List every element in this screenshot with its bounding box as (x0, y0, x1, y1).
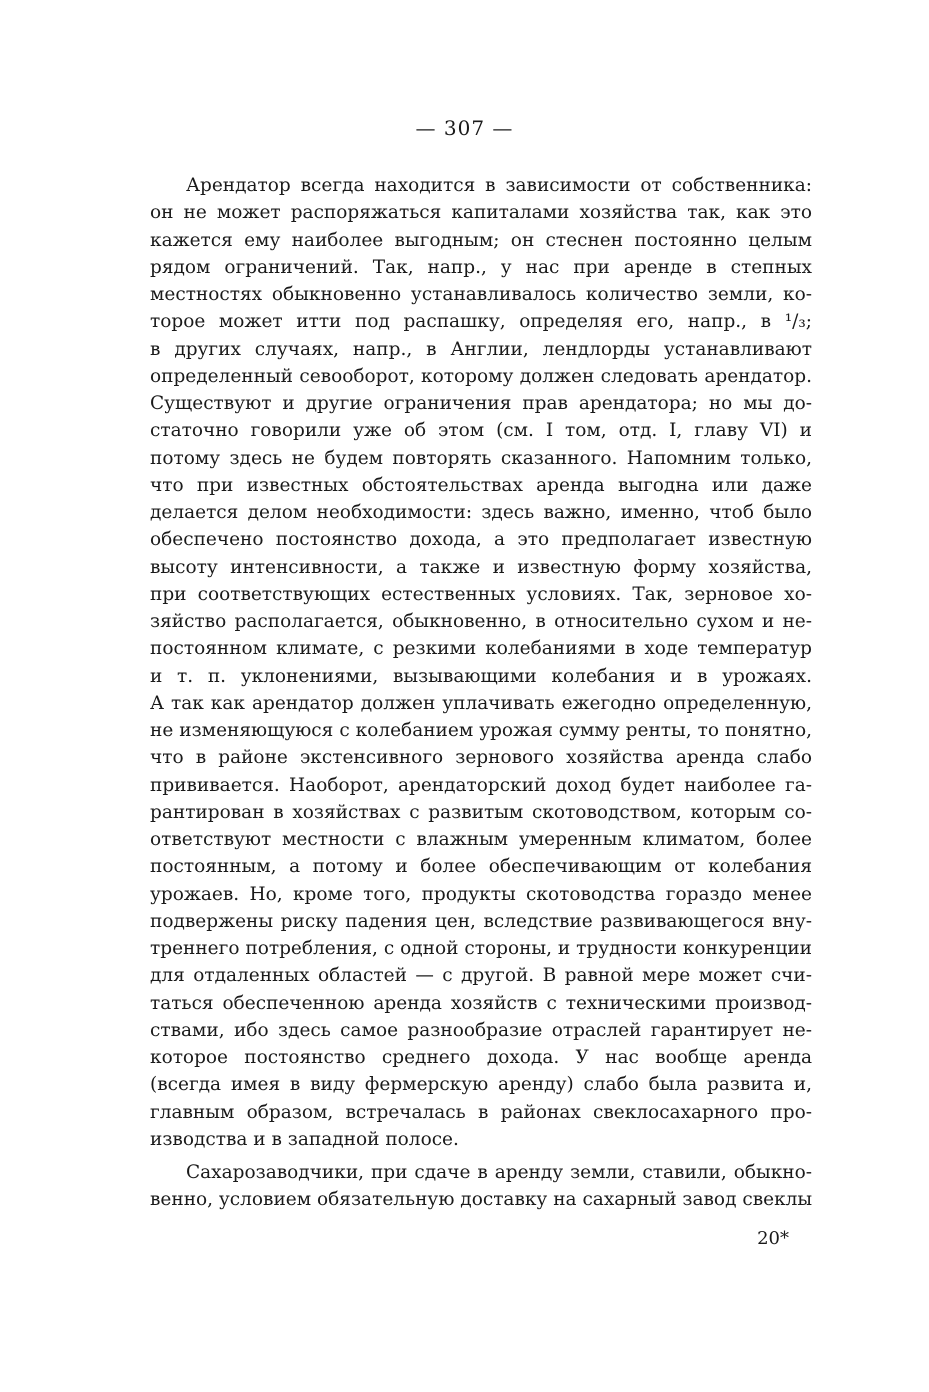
text-line: А так как арендатор должен уплачивать ежегодно определенную, (150, 692, 812, 714)
text-line: для отдаленных областей — с другой. В равной мере может счи- (150, 965, 812, 987)
text-line: что в районе экстенсивного зернового хозяйства аренда слабо (150, 747, 812, 769)
text-line: которое постоянство среднего дохода. У нас вообще аренда (150, 1047, 812, 1068)
text-line: потому здесь не будем повторять сказанного. Напомним только, (150, 447, 812, 469)
text-line: при соответствующих естественных условиях. Так, зерновое хо- (150, 583, 812, 605)
text-line: торое может итти под распашку, определяя его, напр., в ¹/₃; (150, 311, 812, 333)
text-line: треннего потребления, с одной стороны, и трудности конкуренции (150, 938, 812, 959)
text-line: в других случаях, напр., в Англии, лендлорды устанавливают (150, 338, 812, 360)
page-number: — 307 — (415, 116, 514, 140)
text-line: высоту интенсивности, а также и известную форму хозяйства, (150, 556, 812, 578)
text-line: ответствуют местности с влажным умеренным климатом, более (150, 829, 812, 850)
text-line: таться обеспеченною аренда хозяйств с техническими производ- (150, 992, 812, 1014)
text-line: местностях обыкновенно устанавливалось количество земли, ко- (150, 284, 812, 305)
text-line: прививается. Наоборот, арендаторский доход будет наиболее га- (150, 774, 812, 796)
text-line: ствами, ибо здесь самое разнообразие отраслей гарантирует не- (150, 1019, 812, 1041)
text-line: Существуют и другие ограничения прав арендатора; но мы до- (150, 393, 812, 414)
text-line: венно, условием обязательную доставку на сахарный завод свеклы (150, 1189, 813, 1211)
signature-mark: 20* (757, 1228, 789, 1249)
text-line: изводства и в западной полосе. (150, 1128, 459, 1150)
text-line: урожаев. Но, кроме того, продукты скотоводства гораздо менее (150, 883, 812, 905)
text-line: Арендатор всегда находится в зависимости от собственника: (186, 175, 812, 196)
text-line: кажется ему наиболее выгодным; он стеснен постоянно целым (150, 229, 812, 251)
body-text (150, 172, 812, 1214)
text-line: постоянном климате, с резкими колебаниями в ходе температур (150, 638, 812, 660)
text-line: делается делом необходимости: здесь важно, именно, чтоб было (150, 502, 812, 523)
text-line: и т. п. уклонениями, вызывающими колебания и в урожаях. (150, 665, 812, 687)
text-line: подвержены риску падения цен, вследствие развивающегося вну- (150, 910, 812, 932)
text-line: рядом ограничений. Так, напр., у нас при аренде в степных (150, 256, 812, 278)
text-line: определенный севооборот, которому должен следовать арендатор. (150, 365, 812, 387)
text-line: что при известных обстоятельствах аренда выгодна или даже (150, 474, 812, 496)
text-line: главным образом, встречалась в районах свеклосахарного про- (150, 1101, 812, 1123)
text-line: статочно говорили уже об этом (см. I том, отд. I, главу VI) и (150, 420, 812, 442)
text-line: Сахарозаводчики, при сдаче в аренду земли, ставили, обыкно- (186, 1162, 812, 1183)
text-line: не изменяющуюся с колебанием урожая сумму ренты, то понятно, (150, 720, 812, 741)
text-line: (всегда имея в виду фермерскую аренду) слабо была развита и, (150, 1074, 812, 1096)
text-line: он не может распоряжаться капиталами хозяйства так, как это (150, 202, 812, 224)
text-line: рантирован в хозяйствах с развитым скотоводством, которым со- (150, 801, 812, 823)
text-line: постоянным, а потому и более обеспечивающим от колебания (150, 856, 812, 878)
text-line: зяйство располагается, обыкновенно, в относительно сухом и не- (150, 611, 812, 632)
text-line: обеспечено постоянство дохода, а это предполагает известную (150, 529, 812, 551)
